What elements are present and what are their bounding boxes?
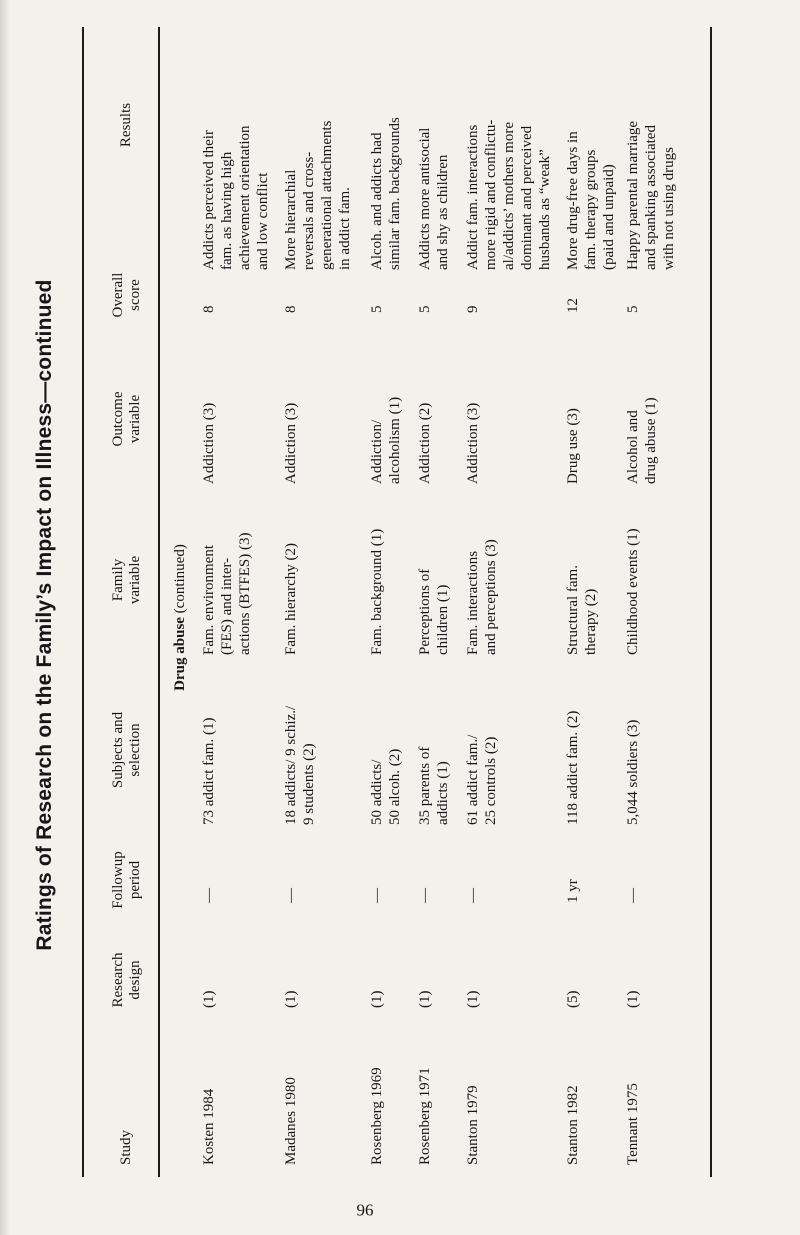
cell-followup: — (625, 888, 641, 903)
family-line: Fam. environment (201, 545, 217, 655)
subjects-line: 118 addict fam. (2) (565, 710, 581, 825)
cell-results (564, 70, 618, 270)
header-subjects (110, 675, 144, 825)
results-line: and spanking associated (643, 125, 659, 270)
header-score-line2: score (127, 279, 143, 311)
cell-study: Stanton 1982 (565, 1085, 581, 1165)
cell-outcome (282, 354, 300, 484)
cell-score: 12 (565, 298, 581, 313)
header-outcome-line1: Outcome (110, 391, 126, 447)
table-title: Ratings of Research on the Family’s Impact on Illness—continued (33, 279, 56, 951)
header-family-line2: variable (127, 555, 143, 605)
cell-score: 5 (369, 305, 385, 313)
cell-study: Rosenberg 1971 (417, 1067, 433, 1165)
subjects-line: addicts (1) (435, 761, 451, 825)
table-row (200, 0, 271, 1235)
outcome-line: Addiction (2) (417, 402, 433, 484)
cell-followup: — (369, 888, 385, 903)
results-line: (paid and unpaid) (601, 164, 617, 270)
cell-results (416, 70, 452, 270)
cell-outcome (624, 354, 660, 484)
cell-family (464, 505, 500, 655)
header-design-line1: Research (110, 952, 126, 1008)
cell-subjects (368, 675, 404, 825)
outcome-line: Addiction (3) (465, 402, 481, 484)
results-line: Alcoh. and addicts had (369, 132, 385, 270)
cell-design: (1) (465, 990, 481, 1008)
section-suffix: (continued) (172, 544, 188, 614)
cell-outcome (464, 354, 482, 484)
cell-study: Rosenberg 1969 (369, 1067, 385, 1165)
subjects-line: 61 addict fam./ (465, 734, 481, 825)
subjects-line: 9 students (2) (301, 743, 317, 825)
results-line: husbands as “weak” (537, 149, 553, 270)
results-line: generational attachments (319, 120, 335, 270)
family-line: Fam. hierarchy (2) (283, 542, 299, 655)
top-rule (82, 27, 84, 1177)
cell-outcome (416, 354, 434, 484)
header-score (110, 260, 144, 330)
header-followup (110, 835, 144, 925)
cell-followup: — (283, 888, 299, 903)
page-number: 96 (356, 1200, 374, 1220)
family-line: actions (BTFES) (3) (237, 532, 253, 655)
results-line: Happy parental marriage (625, 120, 641, 270)
table-row (368, 0, 403, 1235)
cell-design: (1) (417, 990, 433, 1008)
cell-score: 5 (625, 305, 641, 313)
cell-design: (5) (565, 990, 581, 1008)
family-line: and perceptions (3) (483, 539, 499, 655)
results-line: fam. therapy groups (583, 149, 599, 270)
outcome-line: Alcohol and (625, 410, 641, 484)
outcome-line: drug abuse (1) (643, 397, 659, 484)
cell-followup: — (465, 888, 481, 903)
results-line: in addict fam. (337, 187, 353, 270)
results-line: similar fam. backgrounds (387, 117, 403, 270)
header-design-line2: design (127, 960, 143, 1000)
cell-followup: — (417, 888, 433, 903)
cell-followup: 1 yr (565, 879, 581, 903)
subjects-line: 50 alcoh. (2) (387, 748, 403, 825)
cell-outcome (564, 354, 582, 484)
cell-outcome (200, 354, 218, 484)
family-line: Fam. background (1) (369, 528, 385, 655)
cell-family (416, 505, 452, 655)
subjects-line: 25 controls (2) (483, 736, 499, 825)
section-heading (172, 0, 189, 1235)
results-line: More drug-free days in (565, 131, 581, 270)
cell-family (564, 505, 600, 655)
family-line: therapy (2) (583, 588, 599, 655)
results-line: more rigid and conflictu- (483, 119, 499, 270)
cell-study: Madanes 1980 (283, 1077, 299, 1165)
cell-results (464, 70, 554, 270)
results-line: Addicts perceived their (201, 130, 217, 270)
table-row (624, 0, 677, 1235)
cell-score: 8 (201, 305, 217, 313)
table-row (464, 0, 553, 1235)
cell-followup: — (201, 888, 217, 903)
table-row (416, 0, 451, 1235)
results-line: and low conflict (255, 172, 271, 270)
results-line: Addict fam. interactions (465, 124, 481, 270)
cell-subjects (564, 675, 582, 825)
cell-family (368, 505, 386, 655)
header-family-line1: Family (110, 558, 126, 602)
family-line: (FES) and inter- (219, 557, 235, 655)
header-rule (158, 27, 160, 1177)
cell-results (282, 70, 354, 270)
results-line: with not using drugs (661, 147, 677, 270)
results-line: dominant and perceived (519, 125, 535, 270)
subjects-line: 50 addicts/ (369, 759, 385, 825)
header-results: Results (118, 102, 134, 148)
cell-results (624, 70, 678, 270)
cell-subjects (624, 675, 642, 825)
cell-design: (1) (283, 990, 299, 1008)
header-study: Study (118, 1129, 134, 1165)
results-line: More hierarchial (283, 169, 299, 270)
cell-study: Tennant 1975 (625, 1083, 641, 1165)
header-design (110, 935, 144, 1025)
cell-results (200, 70, 272, 270)
header-followup-line1: Followup (110, 851, 126, 909)
family-line: Perceptions of (417, 568, 433, 655)
family-line: Childhood events (1) (625, 528, 641, 655)
results-line: reversals and cross- (301, 151, 317, 270)
cell-design: (1) (625, 990, 641, 1008)
header-subjects-line1: Subjects and (110, 711, 126, 789)
header-outcome-line2: variable (127, 394, 143, 444)
cell-subjects (282, 675, 318, 825)
header-followup-line2: period (127, 860, 143, 900)
cell-study: Kosten 1984 (201, 1088, 217, 1165)
header-family (110, 505, 144, 655)
header-score-line1: Overall (110, 272, 126, 318)
subjects-line: 5,044 soldiers (3) (625, 719, 641, 825)
subjects-line: 35 parents of (417, 746, 433, 825)
cell-subjects (200, 675, 218, 825)
outcome-line: Drug use (3) (565, 408, 581, 484)
outcome-line: alcoholism (1) (387, 396, 403, 484)
section-name: Drug abuse (172, 617, 188, 691)
bottom-rule (710, 27, 712, 1177)
header-subjects-line2: selection (127, 723, 143, 777)
results-line: and shy as children (435, 154, 451, 270)
outcome-line: Addiction (3) (283, 402, 299, 484)
cell-subjects (416, 675, 452, 825)
cell-study: Stanton 1979 (465, 1085, 481, 1165)
cell-score: 5 (417, 305, 433, 313)
outcome-line: Addiction (3) (201, 402, 217, 484)
cell-outcome (368, 354, 404, 484)
cell-subjects (464, 675, 500, 825)
cell-family (624, 505, 642, 655)
cell-family (200, 505, 254, 655)
header-outcome (110, 354, 144, 484)
cell-family (282, 505, 300, 655)
cell-design: (1) (201, 990, 217, 1008)
results-line: al/addicts’ mothers more (501, 121, 517, 270)
family-line: Structural fam. (565, 565, 581, 655)
cell-score: 9 (465, 305, 481, 313)
results-line: Addicts more antisocial (417, 127, 433, 270)
subjects-line: 73 addict fam. (1) (201, 717, 217, 825)
page-edge-shadow (0, 0, 10, 1235)
outcome-line: Addiction/ (369, 419, 385, 484)
subjects-line: 18 addicts/ 9 schiz./ (283, 705, 299, 825)
results-line: achievement orientation (237, 125, 253, 270)
table-row (564, 0, 617, 1235)
results-line: fam. as having high (219, 151, 235, 270)
cell-score: 8 (283, 305, 299, 313)
cell-results (368, 70, 404, 270)
family-line: Fam. interactions (465, 550, 481, 655)
family-line: children (1) (435, 584, 451, 655)
table-row (282, 0, 353, 1235)
cell-design: (1) (369, 990, 385, 1008)
